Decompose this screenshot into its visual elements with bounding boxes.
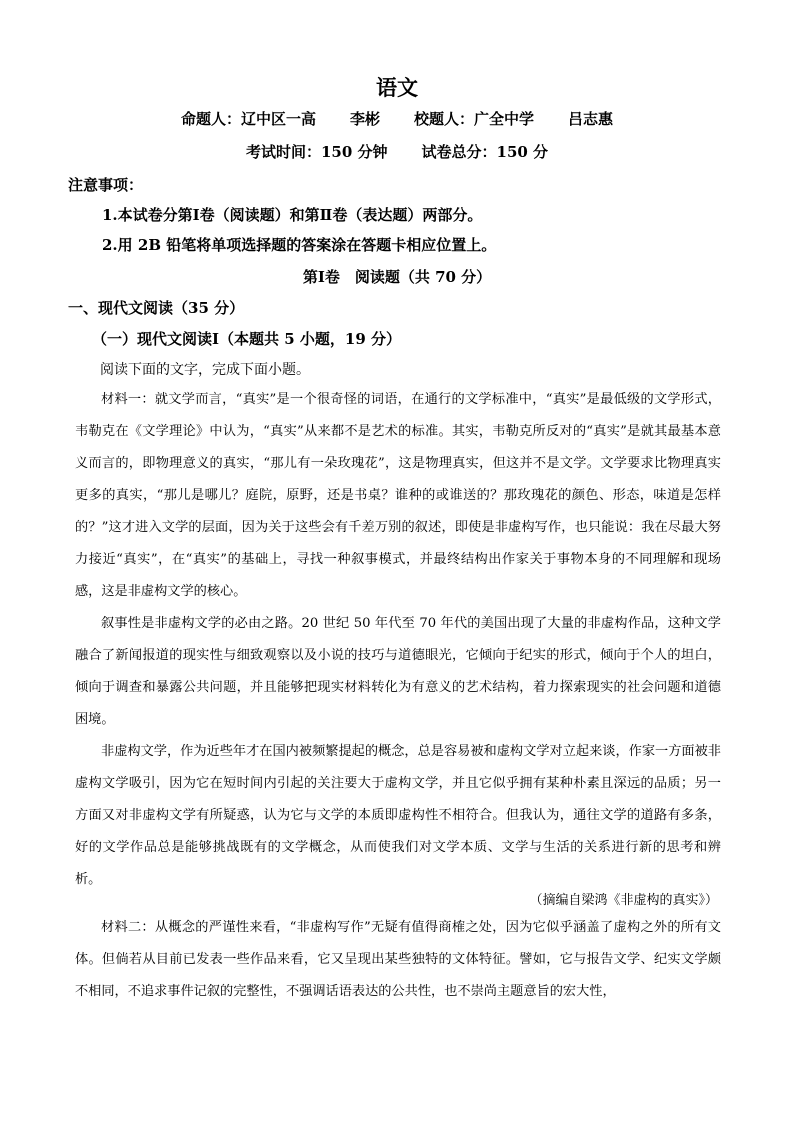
exam-score: 试卷总分：150 分 [421, 143, 549, 161]
exam-info-line [0, 141, 794, 162]
setter-line [0, 108, 794, 129]
material-paragraph: 材料二：从概念的严谨性来看，“非虚构写作”无疑有值得商榷之处，因为它似乎涵盖了虚构之外的所有文体。但倘若从目前已发表一些作品来看，它又呈现出某些独特的文体特征。譬如，它与报告文学、纪实文学颇不相同，不追求事件记叙的完整性，不强调话语表达的公共性，也不崇尚主题意旨的宏大性， [75, 920, 721, 999]
checker-name: 吕志惠 [568, 110, 614, 128]
section-heading: 一、现代文阅读（35 分） [68, 299, 245, 317]
material-paragraph: 非虚构文学，作为近些年才在国内被频繁提起的概念，总是容易被和虚构文学对立起来谈，作家一方面被非虚构文学吸引，因为它在短时间内引起的关注要大于虚构文学，并且它似乎拥有某种朴素且深远的品质；另一方面又对非虚构文学有所疑惑，认为它与文学的本质即虚构性不相符合。但我认为，通往文学的道路有多条，好的文学作品总是能够挑战既有的文学概念，从而使我们对文学本质、文学与生活的关系进行新的思考和辨析。 [75, 744, 721, 887]
part-title: 第Ⅰ卷 阅读题（共 70 分） [302, 268, 492, 286]
material-source: （摘编自梁鸿《非虚构的真实》） [529, 893, 718, 908]
notes-item: 1.本试卷分第Ⅰ卷（阅读题）和第Ⅱ卷（表达题）两部分。 [102, 206, 483, 224]
material-paragraph: 叙事性是非虚构文学的必由之路。20 世纪 50 年代至 70 年代的美国出现了大量的非虚构作品，这种文学融合了新闻报道的现实性与细致观察以及小说的技巧与道德眼光，它倾向于纪实的形式，倾向于个人的坦白，倾向于调查和暴露公共问题，并且能够把现实材料转化为有意义的艺术结构，着力探索现实的社会问题和道德困境。 [75, 616, 721, 727]
setter-name: 李彬 [349, 110, 380, 128]
exam-time: 考试时间：150 分钟 [245, 143, 388, 161]
setter-label: 命题人：辽中区一高 [180, 110, 316, 128]
notes-item: 2.用 2B 铅笔将单项选择题的答案涂在答题卡相应位置上。 [102, 236, 497, 254]
page-title: 语文 [376, 75, 418, 100]
material-one [75, 384, 721, 896]
notes-heading: 注意事项： [68, 176, 144, 194]
material-two [75, 912, 721, 1008]
checker-label: 校题人：广全中学 [414, 110, 535, 128]
subsection-heading: （一）现代文阅读Ⅰ（本题共 5 小题，19 分） [92, 330, 401, 348]
reading-instruction: 阅读下面的文字，完成下面小题。 [100, 362, 310, 378]
material-paragraph: 材料一：就文学而言，“真实”是一个很奇怪的词语，在通行的文学标准中，“真实”是最低级的文学形式，韦勒克在《文学理论》中认为，“真实”从来都不是艺术的标准。其实，韦勒克所反对的“真实”是就其最基本意义而言的，即物理意义的真实，“那儿有一朵玫瑰花”，这是物理真实，但这并不是文学。文学要求比物理真实更多的真实，“那儿是哪儿？庭院，原野，还是书桌？谁种的或谁送的？那玫瑰花的颜色、形态，味道是怎样的？”这才进入文学的层面，因为关于这些会有千差万别的叙述，即使是非虚构写作，也只能说：我在尽最大努力接近“真实”，在“真实”的基础上，寻找一种叙事模式，并最终结构出作家关于事物本身的不同理解和现场感，这是非虚构文学的核心。 [75, 392, 721, 599]
